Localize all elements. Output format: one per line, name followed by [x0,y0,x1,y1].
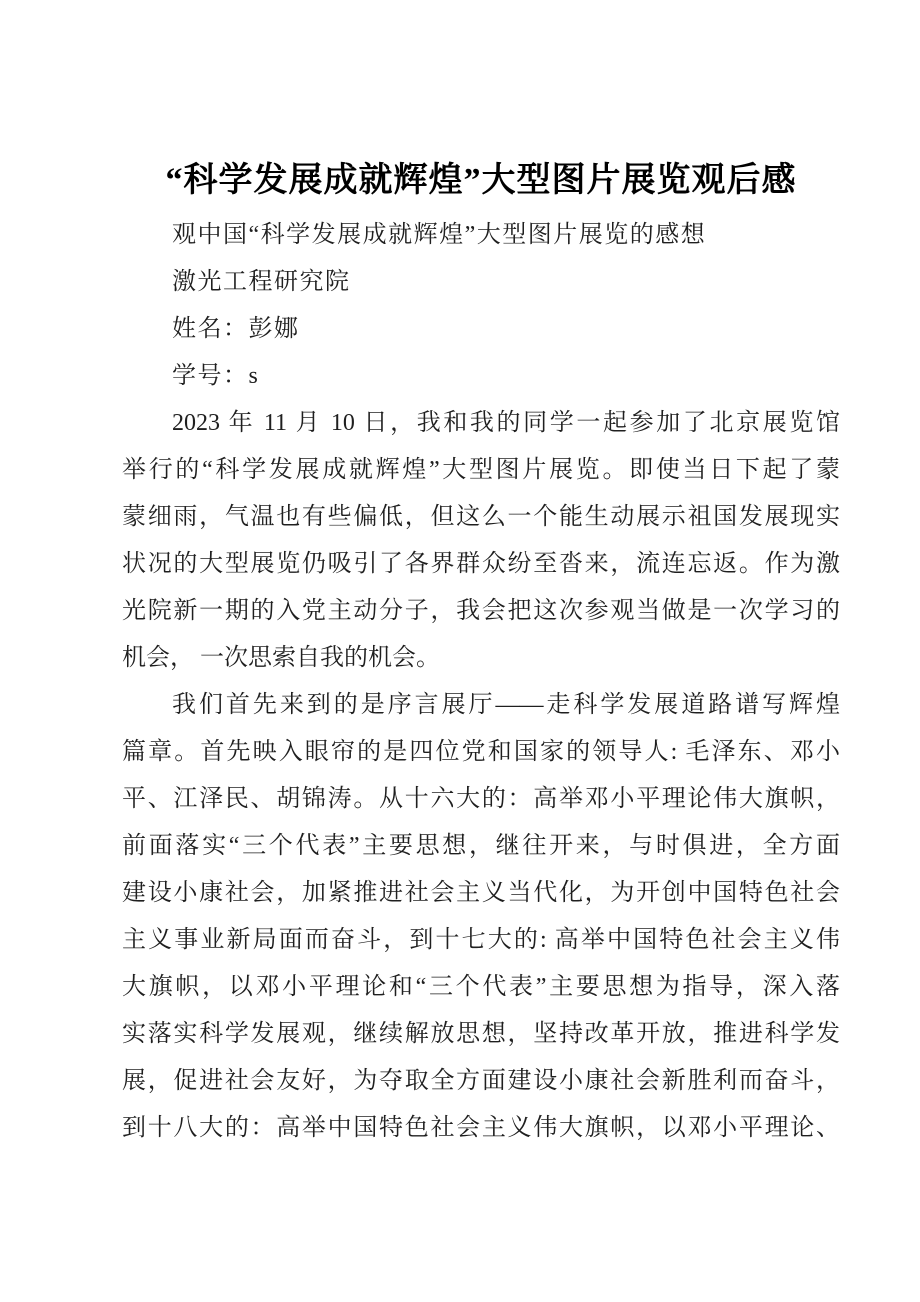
meta-line: 激光工程研究院 [172,269,351,295]
body-text-line: 大旗帜，以邓小平理论和“三个代表”主要思想为指导，深入落 [122,974,840,1000]
document-body [122,400,840,1152]
body-text-line: 我们首先来到的是序言展厅——走科学发展道路谱写辉煌 [172,692,840,718]
body-text-line: 到十八大的：高举中国特色社会主义伟大旗帜，以邓小平理论、 [122,1115,840,1141]
body-text-line: 状况的大型展览仍吸引了各界群众纷至沓来，流连忘返。作为激 [122,551,840,577]
body-text-line: 2023 年 11 月 10 日，我和我的同学一起参加了北京展览馆 [172,410,840,436]
body-text-line: 前面落实“三个代表”主要思想，继往开来，与时俱进，全方面 [122,833,840,859]
body-text-line: 机会， 一次思索自我的机会。 [122,645,440,671]
body-text-line: 举行的“科学发展成就辉煌”大型图片展览。即使当日下起了蒙 [122,457,840,483]
document-subtitle: 观中国“科学发展成就辉煌”大型图片展览的感想 [172,222,707,248]
document-title: “科学发展成就辉煌”大型图片展览观后感 [165,162,797,199]
body-text-line: 平、江泽民、胡锦涛。从十六大的：高举邓小平理论伟大旗帜， [122,786,840,812]
body-text-line: 光院新一期的入党主动分子，我会把这次参观当做是一次学习的 [122,598,840,624]
document-page [122,150,840,1152]
body-text-line: 建设小康社会，加紧推进社会主义当代化，为开创中国特色社会 [122,880,840,906]
body-text-line: 篇章。首先映入眼帘的是四位党和国家的领导人: 毛泽东、邓小 [122,739,840,765]
document-meta-block [122,259,840,400]
body-text-line: 蒙细雨，气温也有些偏低，但这么一个能生动展示祖国发展现实 [122,504,840,530]
body-text-line: 实落实科学发展观，继续解放思想，坚持改革开放，推进科学发 [122,1021,840,1047]
body-text-line: 主义事业新局面而奋斗，到十七大的: 高举中国特色社会主义伟 [122,927,840,953]
body-text-line: 展，促进社会友好，为夺取全方面建设小康社会新胜利而奋斗， [122,1068,840,1094]
meta-line: 学号：s [172,363,260,389]
meta-line: 姓名：彭娜 [172,316,300,342]
